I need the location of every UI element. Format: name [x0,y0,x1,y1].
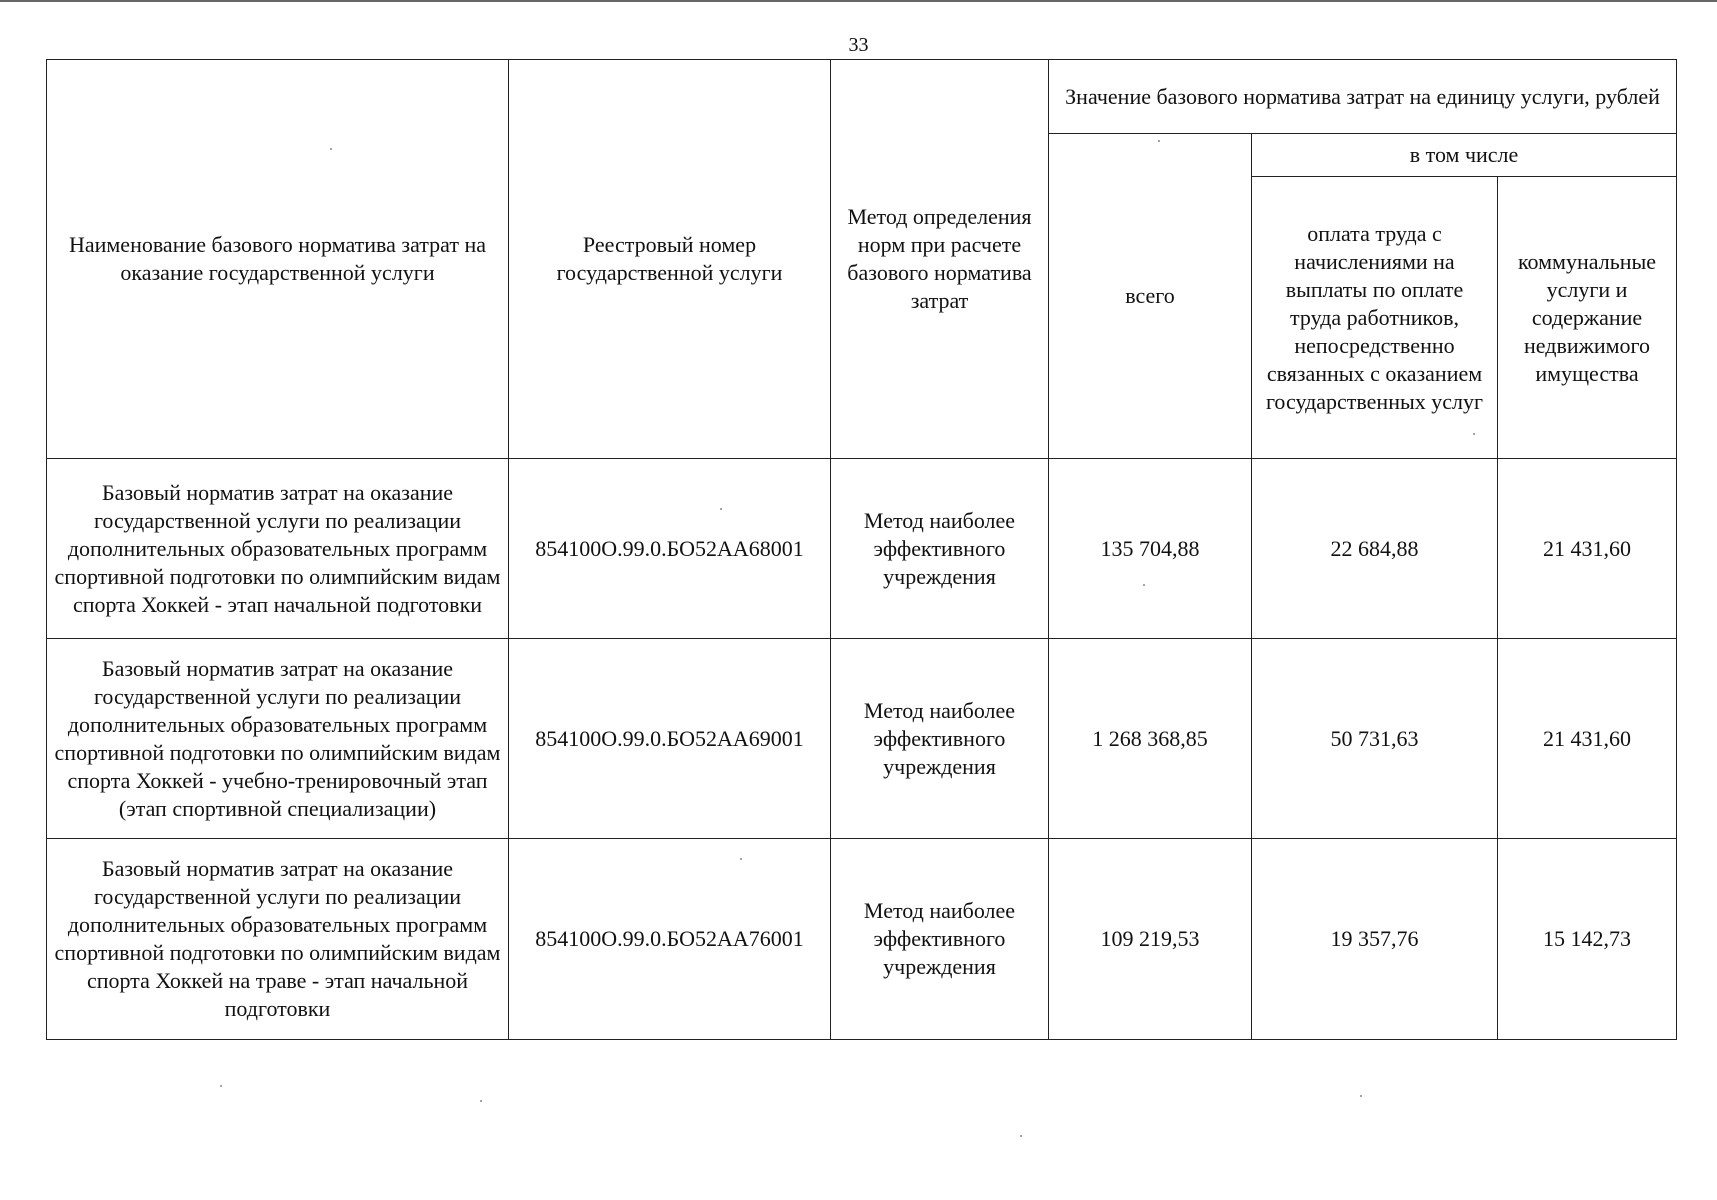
scan-speck [330,148,332,150]
page-number: 33 [848,34,869,56]
row-method: Метод наиболее эффективного учреждения [831,639,1049,839]
row-method: Метод наиболее эффективного учреждения [831,459,1049,639]
header-including-group: в том числе [1252,134,1677,177]
row-salary: 19 357,76 [1252,839,1498,1040]
header-value-group: Значение базового норматива затрат на единицу услуги, рублей [1049,60,1677,134]
row-method: Метод наиболее эффективного учреждения [831,839,1049,1040]
scan-speck [220,1085,222,1087]
scan-speck [1473,433,1475,435]
norms-table [46,59,1677,1040]
top-border-line [0,0,1717,2]
row-registry-number: 854100О.99.0.БО52АА76001 [509,839,831,1040]
header-method: Метод определения норм при расчете базового норматива затрат [831,60,1049,459]
row-utilities: 21 431,60 [1498,639,1677,839]
header-total: всего [1049,134,1252,459]
table-row [47,639,1677,839]
row-salary: 50 731,63 [1252,639,1498,839]
scan-speck [740,858,742,860]
row-total: 135 704,88 [1049,459,1252,639]
row-salary: 22 684,88 [1252,459,1498,639]
row-utilities: 15 142,73 [1498,839,1677,1040]
header-row-1 [47,60,1677,134]
header-salary: оплата труда с начислениями на выплаты по оплате труда работников, непосредственно связанных с оказанием государственных услуг [1252,177,1498,459]
scan-speck [1158,140,1160,142]
table-row [47,459,1677,639]
scan-speck [480,1100,482,1102]
scan-speck [1360,1095,1362,1097]
row-total: 109 219,53 [1049,839,1252,1040]
row-utilities: 21 431,60 [1498,459,1677,639]
table-row [47,839,1677,1040]
row-registry-number: 854100О.99.0.БО52АА69001 [509,639,831,839]
scan-speck [1143,584,1145,586]
scan-speck [1020,1135,1022,1137]
row-name: Базовый норматив затрат на оказание государственной услуги по реализации дополнительных образовательных программ спортивной подготовки по олимпийским видам спорта Хоккей на траве - этап начальной подготовки [47,839,509,1040]
header-utilities: коммунальные услуги и содержание недвижимого имущества [1498,177,1677,459]
scan-speck [720,508,722,510]
row-name: Базовый норматив затрат на оказание государственной услуги по реализации дополнительных образовательных программ спортивной подготовки по олимпийским видам спорта Хоккей - этап начальной подготовки [47,459,509,639]
header-registry-number: Реестровый номер государственной услуги [509,60,831,459]
row-name: Базовый норматив затрат на оказание государственной услуги по реализации дополнительных образовательных программ спортивной подготовки по олимпийским видам спорта Хоккей - учебно-тренировочный этап (этап спортивной специализации) [47,639,509,839]
header-name: Наименование базового норматива затрат на оказание государственной услуги [47,60,509,459]
row-registry-number: 854100О.99.0.БО52АА68001 [509,459,831,639]
row-total: 1 268 368,85 [1049,639,1252,839]
